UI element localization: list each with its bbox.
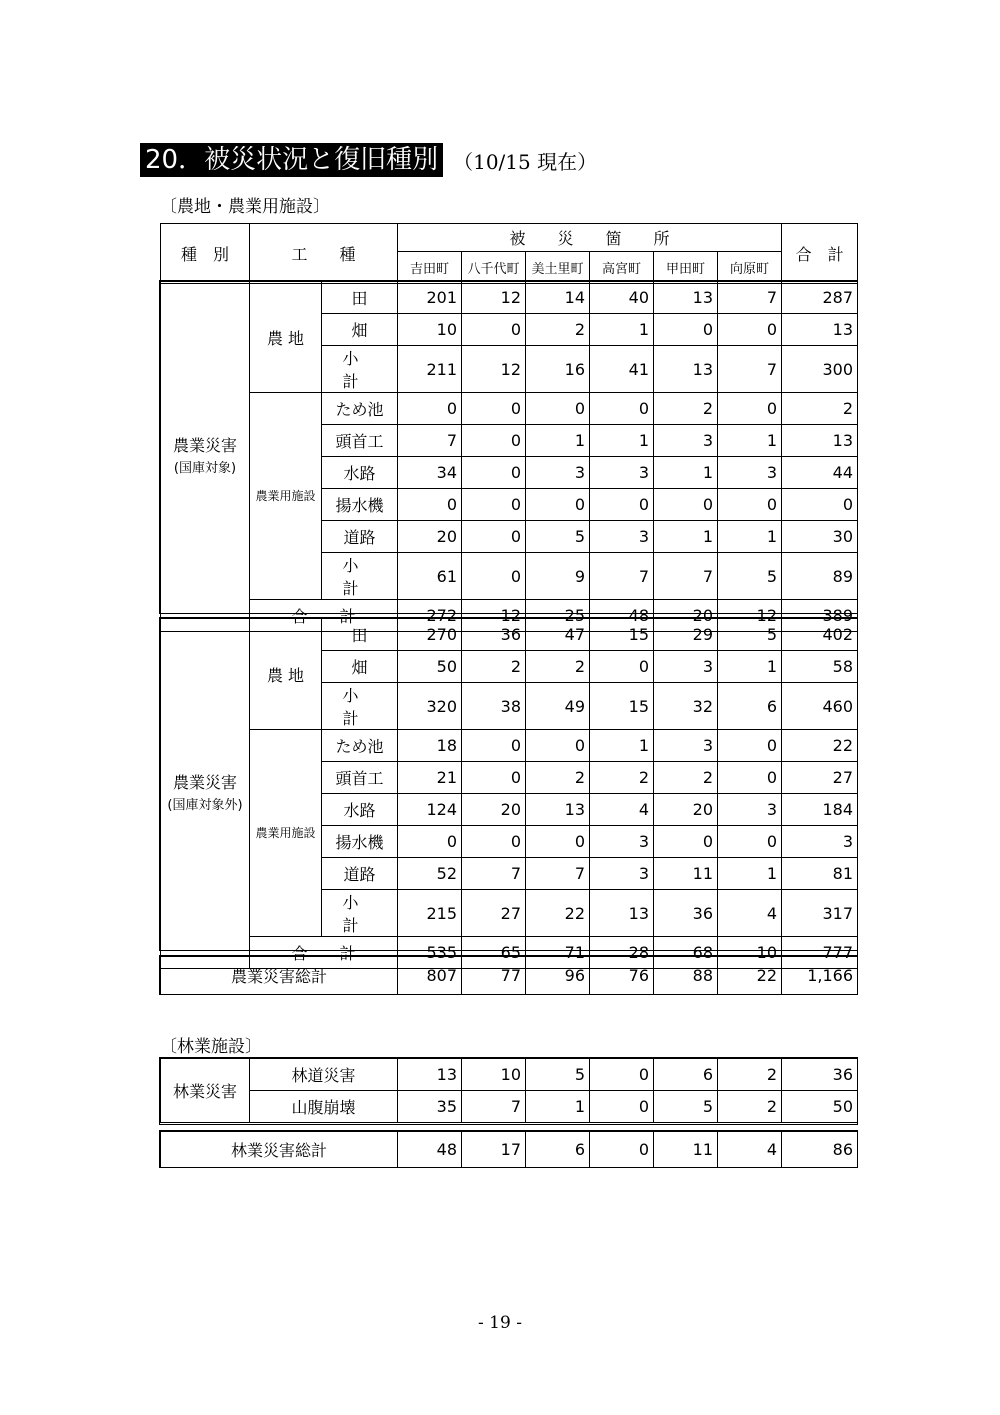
cell-value: 76 xyxy=(590,957,654,995)
forestry-row xyxy=(161,1059,858,1091)
cell-value: 0 xyxy=(526,489,590,521)
cell-value: 124 xyxy=(398,794,462,826)
forestry-table xyxy=(160,1058,858,1123)
cell-value: 5 xyxy=(526,521,590,553)
table-row xyxy=(161,393,858,425)
total-label: 合 計 xyxy=(250,600,398,632)
cell-value: 71 xyxy=(526,937,590,969)
cell-value: 0 xyxy=(462,762,526,794)
group-sublabel: (国庫対象外) xyxy=(167,797,243,813)
work-item: 小 計 xyxy=(322,890,398,937)
cell-value: 807 xyxy=(398,957,462,995)
cell-value: 7 xyxy=(526,858,590,890)
cell-total: 317 xyxy=(782,890,858,937)
cell-value: 0 xyxy=(462,457,526,489)
cell-value: 0 xyxy=(654,826,718,858)
cell-value: 7 xyxy=(718,346,782,393)
cell-total: 389 xyxy=(782,600,858,632)
forestry-group-label: 林業災害 xyxy=(161,1059,250,1123)
cell-value: 16 xyxy=(526,346,590,393)
cell-value: 1 xyxy=(590,425,654,457)
cell-value: 0 xyxy=(462,393,526,425)
cell-total: 1,166 xyxy=(782,957,858,995)
forestry-row xyxy=(161,1091,858,1123)
section-label-farmland: 〔農地・農業用施設〕 xyxy=(160,197,330,217)
cell-value: 3 xyxy=(590,858,654,890)
cell-value: 0 xyxy=(398,826,462,858)
cell-value: 15 xyxy=(590,683,654,730)
cell-value: 15 xyxy=(590,619,654,651)
cell-value: 88 xyxy=(654,957,718,995)
cell-value: 12 xyxy=(462,346,526,393)
cell-total: 44 xyxy=(782,457,858,489)
cell-value: 1 xyxy=(718,858,782,890)
cell-value: 0 xyxy=(462,314,526,346)
cell-total: 89 xyxy=(782,553,858,600)
page-title xyxy=(140,143,597,177)
cell-value: 13 xyxy=(654,346,718,393)
cell-value: 0 xyxy=(398,489,462,521)
cell-value: 2 xyxy=(718,1091,782,1123)
cell-value: 0 xyxy=(590,1059,654,1091)
cell-value: 0 xyxy=(590,393,654,425)
forestry-grand-row xyxy=(161,1132,858,1168)
cell-value: 5 xyxy=(654,1091,718,1123)
cell-value: 35 xyxy=(398,1091,462,1123)
cell-value: 0 xyxy=(462,489,526,521)
work-item: 道路 xyxy=(322,521,398,553)
cell-value: 0 xyxy=(590,651,654,683)
table-row xyxy=(161,619,858,651)
cell-value: 2 xyxy=(654,393,718,425)
cell-value: 2 xyxy=(590,762,654,794)
group1-table xyxy=(160,281,858,632)
cell-value: 0 xyxy=(462,553,526,600)
cell-value: 201 xyxy=(398,282,462,314)
cell-value: 14 xyxy=(526,282,590,314)
cell-value: 215 xyxy=(398,890,462,937)
cell-total: 460 xyxy=(782,683,858,730)
cell-value: 0 xyxy=(462,521,526,553)
cell-total: 13 xyxy=(782,425,858,457)
cell-value: 272 xyxy=(398,600,462,632)
cell-value: 1 xyxy=(654,457,718,489)
cell-value: 29 xyxy=(654,619,718,651)
cell-value: 13 xyxy=(398,1059,462,1091)
title-date: （10/15 現在） xyxy=(453,149,598,174)
work-item: 小 計 xyxy=(322,346,398,393)
cell-value: 3 xyxy=(654,425,718,457)
cell-value: 77 xyxy=(462,957,526,995)
header-town: 吉田町 xyxy=(398,252,462,284)
cell-total: 184 xyxy=(782,794,858,826)
work-item: 畑 xyxy=(322,314,398,346)
table-row xyxy=(161,282,858,314)
cell-value: 2 xyxy=(462,651,526,683)
work-item: 水路 xyxy=(322,794,398,826)
work-item: 小 計 xyxy=(322,553,398,600)
cell-value: 0 xyxy=(654,314,718,346)
cell-value: 1 xyxy=(654,521,718,553)
header-table xyxy=(160,223,858,284)
group-label-cell xyxy=(161,282,250,632)
forestry-grand-table xyxy=(160,1131,858,1168)
cell-value: 0 xyxy=(718,393,782,425)
header-places: 被 災 箇 所 xyxy=(398,224,782,252)
cell-value: 270 xyxy=(398,619,462,651)
cell-value: 7 xyxy=(590,553,654,600)
cell-value: 2 xyxy=(526,314,590,346)
cell-value: 0 xyxy=(462,425,526,457)
cell-value: 48 xyxy=(590,600,654,632)
cell-value: 0 xyxy=(526,826,590,858)
header-work: 工 種 xyxy=(250,224,398,284)
work-item: 揚水機 xyxy=(322,489,398,521)
work-item: 頭首工 xyxy=(322,425,398,457)
group-sublabel: (国庫対象) xyxy=(173,460,237,476)
cell-value: 320 xyxy=(398,683,462,730)
cell-value: 3 xyxy=(654,730,718,762)
cell-value: 3 xyxy=(590,457,654,489)
cell-value: 0 xyxy=(398,393,462,425)
cell-value: 65 xyxy=(462,937,526,969)
forestry-grand-label: 林業災害総計 xyxy=(161,1132,398,1168)
cell-value: 0 xyxy=(590,1091,654,1123)
cell-value: 49 xyxy=(526,683,590,730)
cell-total: 81 xyxy=(782,858,858,890)
cell-value: 7 xyxy=(462,1091,526,1123)
facility-label: 農業用施設 xyxy=(250,730,322,937)
cell-total: 300 xyxy=(782,346,858,393)
forestry-item: 林道災害 xyxy=(250,1059,398,1091)
work-item: ため池 xyxy=(322,730,398,762)
cell-value: 13 xyxy=(654,282,718,314)
cell-value: 4 xyxy=(718,890,782,937)
cell-value: 17 xyxy=(462,1132,526,1168)
cell-value: 13 xyxy=(526,794,590,826)
cell-value: 11 xyxy=(654,858,718,890)
cell-value: 1 xyxy=(718,651,782,683)
facility-label: 農業用施設 xyxy=(250,393,322,600)
cell-value: 1 xyxy=(590,730,654,762)
cell-value: 0 xyxy=(526,730,590,762)
work-item: ため池 xyxy=(322,393,398,425)
cell-value: 7 xyxy=(654,553,718,600)
section-label-forestry: 〔林業施設〕 xyxy=(160,1037,262,1057)
cell-total: 13 xyxy=(782,314,858,346)
cell-value: 4 xyxy=(718,1132,782,1168)
cell-total: 22 xyxy=(782,730,858,762)
cell-value: 10 xyxy=(718,937,782,969)
cell-value: 3 xyxy=(718,794,782,826)
cell-value: 20 xyxy=(398,521,462,553)
cell-value: 96 xyxy=(526,957,590,995)
header-town: 向原町 xyxy=(718,252,782,284)
agri-grand-row xyxy=(161,957,858,995)
cell-total: 3 xyxy=(782,826,858,858)
cell-value: 20 xyxy=(462,794,526,826)
title-main: 20．被災状況と復旧種別 xyxy=(140,143,443,177)
cell-total: 58 xyxy=(782,651,858,683)
cell-value: 3 xyxy=(590,521,654,553)
cell-value: 36 xyxy=(462,619,526,651)
cell-value: 0 xyxy=(654,489,718,521)
work-item: 小 計 xyxy=(322,683,398,730)
cell-value: 32 xyxy=(654,683,718,730)
cell-total: 0 xyxy=(782,489,858,521)
cell-value: 0 xyxy=(718,762,782,794)
cell-value: 5 xyxy=(718,553,782,600)
cell-value: 6 xyxy=(654,1059,718,1091)
work-item: 畑 xyxy=(322,651,398,683)
cell-total: 777 xyxy=(782,937,858,969)
cell-value: 28 xyxy=(590,937,654,969)
work-item: 田 xyxy=(322,619,398,651)
cell-value: 10 xyxy=(462,1059,526,1091)
cell-value: 12 xyxy=(462,600,526,632)
cell-value: 34 xyxy=(398,457,462,489)
cell-total: 30 xyxy=(782,521,858,553)
cell-value: 7 xyxy=(462,858,526,890)
cell-value: 9 xyxy=(526,553,590,600)
table-row xyxy=(161,730,858,762)
cell-value: 68 xyxy=(654,937,718,969)
cell-value: 535 xyxy=(398,937,462,969)
cell-value: 38 xyxy=(462,683,526,730)
cell-value: 7 xyxy=(398,425,462,457)
cell-total: 2 xyxy=(782,393,858,425)
cell-value: 12 xyxy=(718,600,782,632)
cell-value: 1 xyxy=(718,425,782,457)
cell-value: 2 xyxy=(526,762,590,794)
agri-grand-table xyxy=(160,956,858,995)
cell-total: 86 xyxy=(782,1132,858,1168)
cell-value: 5 xyxy=(526,1059,590,1091)
cell-value: 52 xyxy=(398,858,462,890)
cell-value: 22 xyxy=(718,957,782,995)
agri-grand-label: 農業災害総計 xyxy=(161,957,398,995)
cell-value: 11 xyxy=(654,1132,718,1168)
cell-value: 20 xyxy=(654,794,718,826)
farmland-label: 農 地 xyxy=(250,619,322,730)
cell-value: 0 xyxy=(718,826,782,858)
cell-value: 36 xyxy=(654,890,718,937)
group-label: 農業災害 xyxy=(172,773,237,793)
cell-value: 1 xyxy=(718,521,782,553)
cell-value: 20 xyxy=(654,600,718,632)
cell-value: 0 xyxy=(718,314,782,346)
group-label-cell xyxy=(161,619,250,969)
cell-value: 5 xyxy=(718,619,782,651)
cell-value: 3 xyxy=(718,457,782,489)
work-item: 水路 xyxy=(322,457,398,489)
work-item: 道路 xyxy=(322,858,398,890)
work-item: 揚水機 xyxy=(322,826,398,858)
farmland-label: 農 地 xyxy=(250,282,322,393)
cell-value: 3 xyxy=(590,826,654,858)
header-town: 高宮町 xyxy=(590,252,654,284)
cell-value: 18 xyxy=(398,730,462,762)
cell-value: 3 xyxy=(526,457,590,489)
cell-value: 0 xyxy=(462,826,526,858)
cell-value: 0 xyxy=(590,489,654,521)
cell-value: 7 xyxy=(718,282,782,314)
forestry-item: 山腹崩壊 xyxy=(250,1091,398,1123)
work-item: 田 xyxy=(322,282,398,314)
cell-value: 25 xyxy=(526,600,590,632)
cell-value: 3 xyxy=(654,651,718,683)
cell-value: 0 xyxy=(590,1132,654,1168)
cell-total: 50 xyxy=(782,1091,858,1123)
cell-value: 0 xyxy=(526,393,590,425)
group-label: 農業災害 xyxy=(172,436,237,456)
cell-value: 13 xyxy=(590,890,654,937)
cell-value: 61 xyxy=(398,553,462,600)
cell-value: 2 xyxy=(654,762,718,794)
total-label: 合 計 xyxy=(250,937,398,969)
cell-total: 402 xyxy=(782,619,858,651)
work-item: 頭首工 xyxy=(322,762,398,794)
cell-value: 6 xyxy=(526,1132,590,1168)
cell-total: 36 xyxy=(782,1059,858,1091)
header-town: 八千代町 xyxy=(462,252,526,284)
cell-value: 0 xyxy=(462,730,526,762)
cell-value: 6 xyxy=(718,683,782,730)
cell-value: 1 xyxy=(590,314,654,346)
cell-total: 287 xyxy=(782,282,858,314)
cell-value: 22 xyxy=(526,890,590,937)
cell-value: 4 xyxy=(590,794,654,826)
cell-value: 1 xyxy=(526,425,590,457)
header-kind: 種 別 xyxy=(161,224,250,284)
cell-value: 50 xyxy=(398,651,462,683)
header-total: 合 計 xyxy=(782,224,858,284)
cell-value: 2 xyxy=(718,1059,782,1091)
cell-value: 10 xyxy=(398,314,462,346)
cell-value: 0 xyxy=(718,489,782,521)
cell-value: 21 xyxy=(398,762,462,794)
cell-value: 47 xyxy=(526,619,590,651)
header-town: 甲田町 xyxy=(654,252,718,284)
cell-value: 1 xyxy=(526,1091,590,1123)
cell-value: 48 xyxy=(398,1132,462,1168)
cell-value: 40 xyxy=(590,282,654,314)
header-town: 美土里町 xyxy=(526,252,590,284)
cell-value: 211 xyxy=(398,346,462,393)
group2-table xyxy=(160,618,858,969)
cell-total: 27 xyxy=(782,762,858,794)
cell-value: 2 xyxy=(526,651,590,683)
cell-value: 0 xyxy=(718,730,782,762)
page-number: - 19 - xyxy=(478,1313,522,1333)
cell-value: 41 xyxy=(590,346,654,393)
cell-value: 27 xyxy=(462,890,526,937)
cell-value: 12 xyxy=(462,282,526,314)
